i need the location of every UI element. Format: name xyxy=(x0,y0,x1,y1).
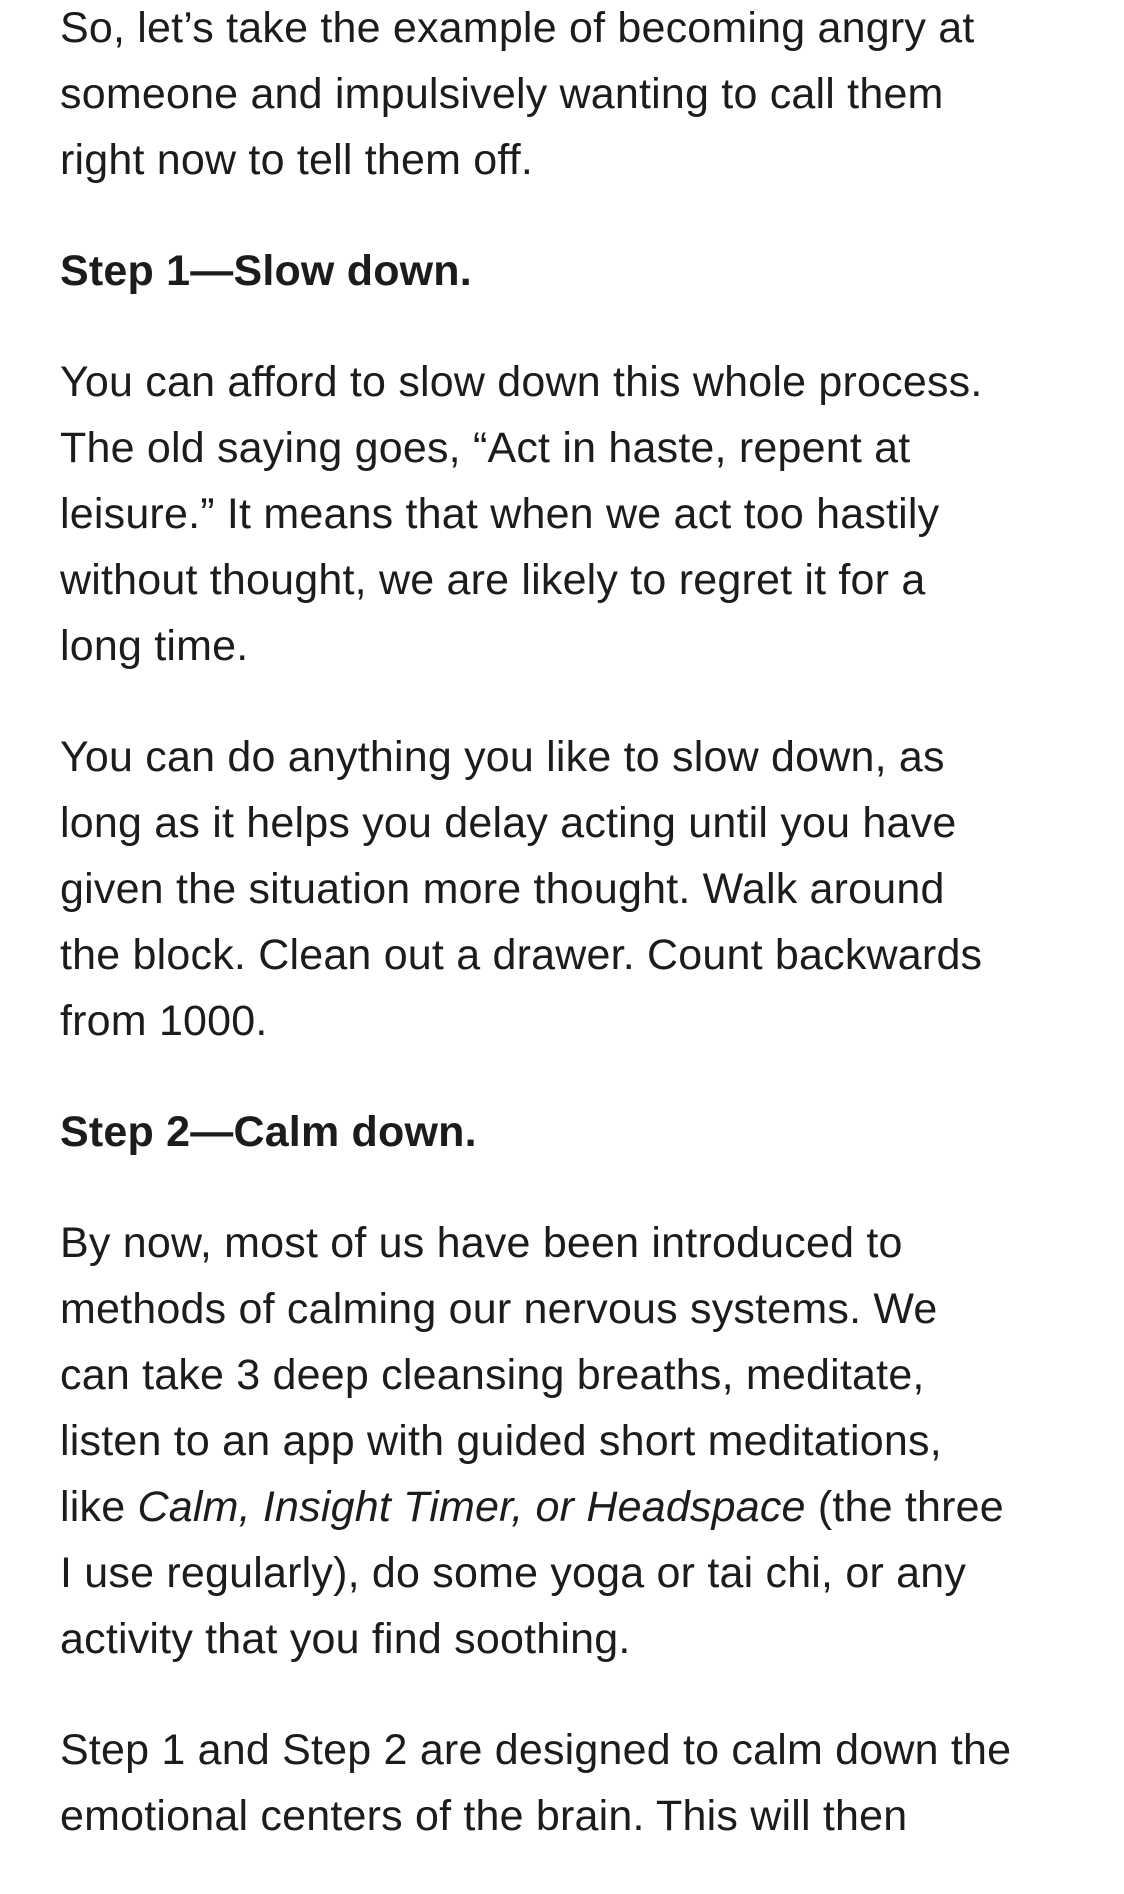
text-line: You can do anything you like to slow down, as xyxy=(60,733,945,781)
text-line: right now to tell them off. xyxy=(60,136,534,184)
text-line: You can afford to slow down this whole process. xyxy=(60,358,983,406)
step-2-paragraph-2 xyxy=(60,1717,1080,1849)
text-line: long as it helps you delay acting until you have xyxy=(60,799,957,847)
step-1-paragraph-2 xyxy=(60,724,1080,1054)
text-line: I use regularly), do some yoga or tai chi, or any xyxy=(60,1549,967,1597)
text-line: given the situation more thought. Walk around xyxy=(60,865,945,913)
text-line: leisure.” It means that when we act too hastily xyxy=(60,490,940,538)
article-body xyxy=(60,0,1080,1894)
text-line: from 1000. xyxy=(60,997,268,1045)
text-line: someone and impulsively wanting to call them xyxy=(60,70,944,118)
text-line: the block. Clean out a drawer. Count backwards xyxy=(60,931,983,979)
text-fragment: (the three xyxy=(805,1483,1004,1531)
text-line: Step 1 and Step 2 are designed to calm down the xyxy=(60,1726,1012,1774)
text-line: listen to an app with guided short meditations, xyxy=(60,1417,942,1465)
text-line: By now, most of us have been introduced to xyxy=(60,1219,903,1267)
step-1-paragraph-1 xyxy=(60,349,1080,679)
intro-paragraph xyxy=(60,0,1080,193)
step-2-heading: Step 2—Calm down. xyxy=(60,1108,477,1156)
step-2-paragraph-1 xyxy=(60,1210,1080,1672)
text-line: The old saying goes, “Act in haste, repent at xyxy=(60,424,911,472)
text-line: long time. xyxy=(60,622,249,670)
text-line: So, let’s take the example of becoming angry at xyxy=(60,4,975,52)
text-line: can take 3 deep cleansing breaths, meditate, xyxy=(60,1351,925,1399)
step-1-heading: Step 1—Slow down. xyxy=(60,247,472,295)
text-line-with-app-names xyxy=(60,1474,1080,1540)
text-line: without thought, we are likely to regret it for a xyxy=(60,556,926,604)
app-names-italic: Calm, Insight Timer, or Headspace xyxy=(137,1483,806,1531)
text-line: methods of calming our nervous systems. We xyxy=(60,1285,938,1333)
text-line: emotional centers of the brain. This will then xyxy=(60,1792,908,1840)
text-fragment: like xyxy=(60,1483,138,1531)
text-line: activity that you find soothing. xyxy=(60,1615,631,1663)
